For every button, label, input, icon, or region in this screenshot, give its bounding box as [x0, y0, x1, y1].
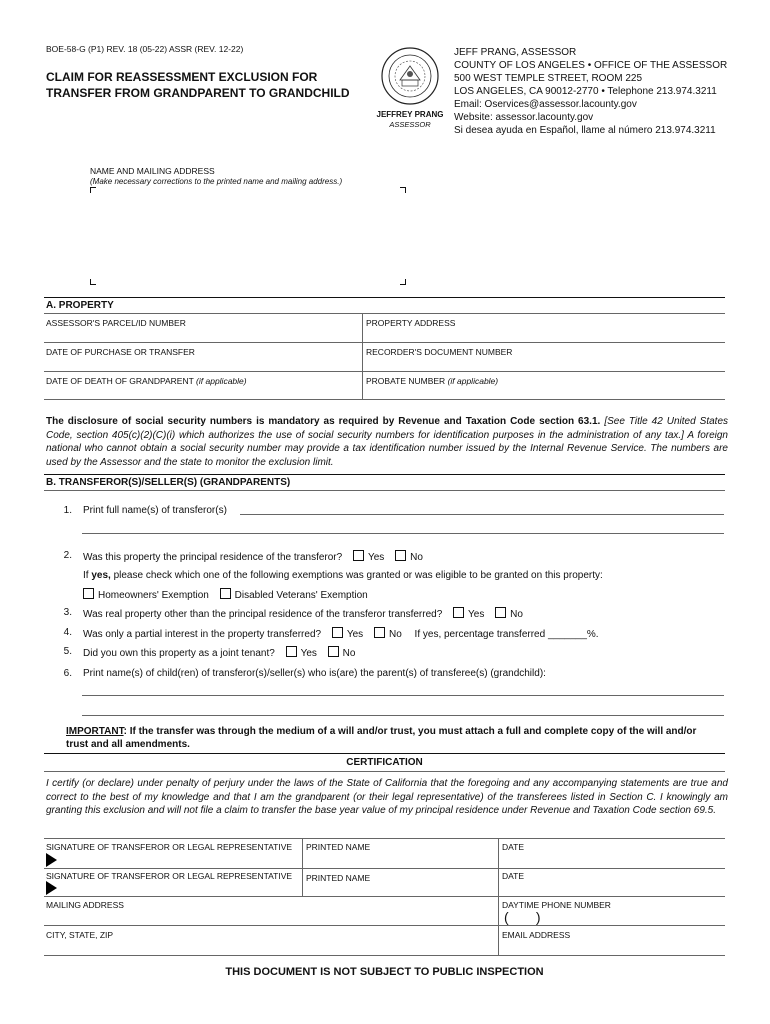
certification-text: I certify (or declare) under penalty of perjury under the laws of the State of California that the foregoing and any accompanying statements are true and correct to the best of my knowledge and that I am the grandparent (or their legal representative) of the transferees listed in Section C. I knowingly am granting this exclusion and will not file a claim to transfer the base year value of my principal residence under Revenue and Taxation Code section 69.5.	[46, 778, 728, 817]
q1-number: 1.	[63, 505, 72, 516]
seal-role: ASSESSOR	[389, 120, 431, 129]
signature-2-label: SIGNATURE OF TRANSFEROR OR LEGAL REPRESENTATIVE	[46, 871, 293, 881]
q6-line-1[interactable]	[82, 695, 724, 696]
property-address-field[interactable]: PROPERTY ADDRESS	[366, 318, 456, 328]
address-window[interactable]	[90, 185, 390, 285]
important-note: IMPORTANT: If the transfer was through the medium of a will and/or trust, you must attach a full and complete copy of the will and/or trust and all amendments.	[66, 726, 697, 750]
seal-name: JEFFREY PRANG	[376, 110, 444, 119]
q1-line-2[interactable]	[82, 533, 724, 534]
assessor-contact: JEFF PRANG, ASSESSOR COUNTY OF LOS ANGELES • OFFICE OF THE ASSESSOR 500 WEST TEMPLE STREET, ROOM 225 LOS ANGELES, CA 90012-2770 • Telephone 213.974.3211 Email: Oservices@assessor.lacounty.gov Website: assessor.lacounty.gov Si desea ayuda en Español, llame al número 213.974.3211	[454, 47, 728, 136]
q4-no-checkbox[interactable]	[374, 627, 385, 638]
q5-no-checkbox[interactable]	[328, 646, 339, 657]
daytime-phone-field[interactable]: ( )	[504, 909, 541, 925]
q6-line-2[interactable]	[82, 715, 724, 716]
date-of-purchase-field[interactable]: DATE OF PURCHASE OR TRANSFER	[46, 347, 195, 357]
q6-number: 6.	[63, 668, 72, 679]
q5-row: Did you own this property as a joint tenant? Yes No	[83, 648, 356, 659]
county-seal	[380, 46, 440, 106]
homeowners-exemption-checkbox[interactable]	[83, 588, 94, 599]
form-title: CLAIM FOR REASSESSMENT EXCLUSION FOR TRANSFER FROM GRANDPARENT TO GRANDCHILD	[46, 70, 350, 100]
date-1-field[interactable]: DATE	[502, 842, 525, 852]
signature-1-field[interactable]	[60, 850, 300, 866]
signature-1-label: SIGNATURE OF TRANSFEROR OR LEGAL REPRESENTATIVE	[46, 842, 293, 852]
q3-yes-checkbox[interactable]	[453, 607, 464, 618]
section-a-heading: A. PROPERTY	[46, 300, 114, 311]
ssn-disclosure: The disclosure of social security numbers is mandatory as required by Revenue and Taxation Code section 63.1. [See Title 42 United States Code, section 405(c)(2)(C)(i) which authorizes the use of social security numbers for identification purposes in the administration of any tax.] A foreign national who cannot obtain a social security number may provide a tax identification number issued by the Internal Revenue Service. The numbers are used by the Assessor and the state to monitor the exclusion limit.	[46, 416, 729, 468]
q4-row: Was only a partial interest in the property transferred? Yes No If yes, percentage transferred _______%.	[83, 629, 599, 640]
q2-options: Homeowners' Exemption Disabled Veterans' Exemption	[83, 588, 368, 601]
q2-row: Was this property the principal residence of the transferor? Yes No	[83, 552, 423, 563]
q2-no-checkbox[interactable]	[395, 550, 406, 561]
q2-followup: If yes, please check which one of the following exemptions was granted or was eligible to be granted on this property:	[83, 570, 603, 581]
email-address-field[interactable]: EMAIL ADDRESS	[502, 930, 571, 940]
probate-number-field[interactable]: PROBATE NUMBER (if applicable)	[366, 376, 499, 386]
signature-2-field[interactable]	[60, 880, 300, 895]
date-of-death-field[interactable]: DATE OF DEATH OF GRANDPARENT (if applicable)	[46, 376, 247, 386]
q3-number: 3.	[63, 607, 72, 618]
section-b-heading: B. TRANSFEROR(S)/SELLER(S) (GRANDPARENTS)	[46, 477, 291, 488]
sign-here-arrow-icon	[46, 853, 57, 867]
q2-yes-checkbox[interactable]	[353, 550, 364, 561]
printed-name-2-field[interactable]: PRINTED NAME	[306, 873, 371, 883]
sign-here-arrow-icon	[46, 881, 57, 895]
printed-name-1-field[interactable]: PRINTED NAME	[306, 842, 371, 852]
daytime-phone-label: DAYTIME PHONE NUMBER	[502, 900, 611, 910]
certification-heading: CERTIFICATION	[346, 757, 423, 768]
q3-row: Was real property other than the principal residence of the transferor transferred? Yes No	[83, 609, 523, 620]
address-note: (Make necessary corrections to the printed name and mailing address.)	[90, 177, 343, 186]
recorder-doc-number-field[interactable]: RECORDER'S DOCUMENT NUMBER	[366, 347, 513, 357]
mailing-address-field[interactable]: MAILING ADDRESS	[46, 900, 124, 910]
q1-line-1[interactable]	[240, 514, 724, 515]
q5-number: 5.	[63, 646, 72, 657]
q2-number: 2.	[63, 550, 72, 561]
form-id: BOE-58-G (P1) REV. 18 (05-22) ASSR (REV. 12-22)	[46, 44, 244, 54]
parcel-number-field[interactable]: ASSESSOR'S PARCEL/ID NUMBER	[46, 318, 186, 328]
q4-number: 4.	[63, 627, 72, 638]
q1-label: Print full name(s) of transferor(s)	[83, 505, 227, 516]
city-state-zip-field[interactable]: CITY, STATE, ZIP	[46, 930, 114, 940]
date-2-field[interactable]: DATE	[502, 871, 525, 881]
q5-yes-checkbox[interactable]	[286, 646, 297, 657]
address-label: NAME AND MAILING ADDRESS	[90, 166, 215, 176]
q6-label: Print name(s) of child(ren) of transferor(s)/seller(s) who is(are) the parent(s) of transferee(s) (grandchild):	[83, 668, 546, 679]
q4-yes-checkbox[interactable]	[332, 627, 343, 638]
disabled-veterans-checkbox[interactable]	[220, 588, 231, 599]
q4-percentage[interactable]: If yes, percentage transferred _______%.	[414, 629, 599, 640]
q3-no-checkbox[interactable]	[495, 607, 506, 618]
public-inspection-notice: THIS DOCUMENT IS NOT SUBJECT TO PUBLIC INSPECTION	[225, 966, 544, 978]
